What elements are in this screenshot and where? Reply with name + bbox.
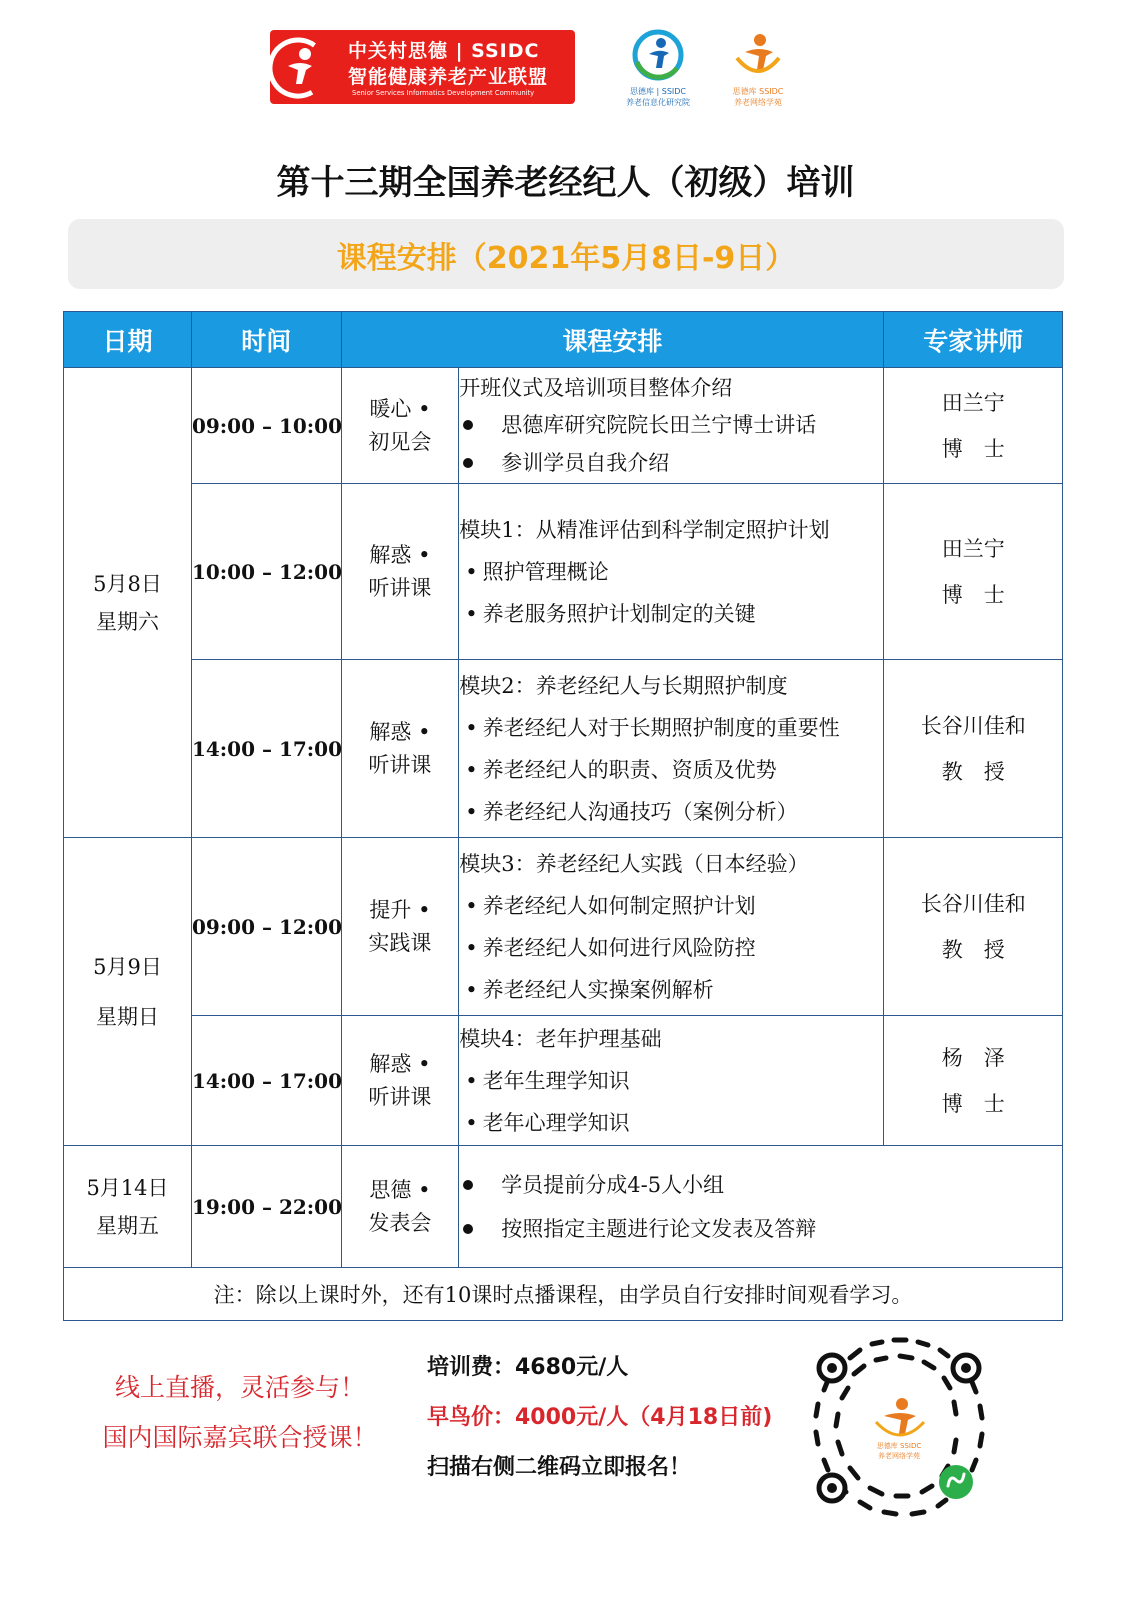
course-heading: 模块4：老年护理基础 [459, 1026, 662, 1051]
type-line2: 初见会 [368, 429, 432, 454]
type-line2: 发表会 [368, 1210, 432, 1235]
time-cell: 19:00 – 22:00 [191, 1146, 341, 1268]
course-item: • 照护管理概论 [459, 551, 883, 593]
type-line1: 解惑 • [369, 719, 431, 744]
note-text: 注：除以上课时外，还有10课时点播课程，由学员自行安排时间观看学习。 [64, 1268, 1063, 1321]
teacher-cell [884, 368, 1063, 484]
regular-fee: 培训费：4680元/人 [427, 1355, 629, 1380]
table-row [64, 838, 1063, 1016]
date-cell [64, 1146, 192, 1268]
promo-line-2: 国内国际嘉宾联合授课！ [102, 1423, 378, 1452]
date-text: 5月9日 [93, 954, 162, 979]
course-item-text: 参训学员自我介绍 [501, 450, 670, 475]
teacher-name: 长谷川佳和 [920, 891, 1026, 916]
promo-line-1: 线上直播，灵活参与！ [114, 1373, 365, 1402]
course-item: • 养老经纪人沟通技巧（案例分析） [459, 791, 883, 833]
teacher-title: 教 授 [941, 759, 1005, 784]
course-item [459, 444, 883, 482]
qr-center-line1: 思德库 SSIDC [876, 1442, 922, 1450]
course-item [459, 406, 883, 444]
type-line2: 听讲课 [368, 575, 432, 600]
teacher-title: 博 士 [941, 436, 1005, 461]
page-title: 第十三期全国养老经纪人（初级）培训 [276, 163, 855, 203]
course-cell [459, 484, 884, 660]
time-cell: 14:00 – 17:00 [191, 1016, 341, 1146]
course-item: • 养老经纪人对于长期照护制度的重要性 [459, 707, 883, 749]
qr-center-line2: 养老网络学苑 [878, 1452, 920, 1460]
course-heading: 模块3：养老经纪人实践（日本经验） [459, 851, 809, 876]
logo2-line2: 养老信息化研究院 [626, 98, 690, 107]
qr-code-icon [790, 1318, 1008, 1536]
course-item: • 养老经纪人如何进行风险防控 [459, 927, 883, 969]
header-teacher: 专家讲师 [884, 312, 1063, 368]
bullet-icon [463, 1224, 473, 1234]
course-item: • 养老服务照护计划制定的关键 [459, 593, 883, 635]
logo-main-line2: 智能健康养老产业联盟 [348, 66, 549, 88]
type-cell [341, 1146, 459, 1268]
date-text: 5月8日 [93, 571, 162, 596]
date-text: 5月14日 [86, 1175, 169, 1200]
scan-instruction: 扫描右侧二维码立即报名！ [427, 1455, 692, 1480]
logo3-line1: 思德库 SSIDC [732, 87, 784, 96]
bullet-icon [463, 420, 473, 430]
schedule-subtitle: 课程安排（2021年5月8日-9日） [336, 241, 796, 276]
table-row [64, 484, 1063, 660]
course-item [459, 1207, 1062, 1251]
bullet-icon [463, 458, 473, 468]
header-time: 时间 [191, 312, 341, 368]
course-item: • 老年心理学知识 [459, 1102, 883, 1144]
type-cell [341, 368, 459, 484]
weekday-text: 星期五 [95, 1213, 159, 1238]
table-row [64, 660, 1063, 838]
course-item: • 养老经纪人如何制定照护计划 [459, 885, 883, 927]
registration-qr-code[interactable] [790, 1318, 1008, 1536]
table-row [64, 368, 1063, 484]
logo2-line1: 思德库 | SSIDC [629, 87, 687, 96]
course-item [459, 1163, 1062, 1207]
teacher-title: 博 士 [941, 582, 1005, 607]
teacher-name: 长谷川佳和 [920, 713, 1026, 738]
type-line1: 解惑 • [369, 1051, 431, 1076]
teacher-cell [884, 660, 1063, 838]
teacher-name: 杨 泽 [941, 1045, 1005, 1070]
type-line1: 暖心 • [369, 396, 431, 421]
course-cell [459, 368, 884, 484]
table-row [64, 1016, 1063, 1146]
type-line1: 思德 • [369, 1177, 431, 1202]
type-line1: 提升 • [369, 897, 431, 922]
teacher-title: 博 士 [941, 1091, 1005, 1116]
weekday-text: 星期日 [95, 1004, 159, 1029]
course-item-text: 按照指定主题进行论文发表及答辩 [501, 1216, 817, 1241]
course-heading: 模块2：养老经纪人与长期照护制度 [459, 673, 788, 698]
course-heading: 开班仪式及培训项目整体介绍 [459, 375, 733, 400]
teacher-cell [884, 484, 1063, 660]
header-course: 课程安排 [341, 312, 884, 368]
logo-main-line1: 中关村思德 | SSIDC [348, 40, 540, 62]
globe-person-icon [631, 28, 685, 82]
course-cell [459, 1146, 1063, 1268]
teacher-title: 教 授 [941, 937, 1005, 962]
weekday-text: 星期六 [95, 609, 159, 634]
schedule-table [63, 311, 1063, 1321]
time-cell: 10:00 – 12:00 [191, 484, 341, 660]
research-institute-logo [618, 28, 698, 108]
subtitle-box [68, 219, 1064, 289]
course-item-text: 学员提前分成4-5人小组 [501, 1172, 725, 1197]
type-line1: 解惑 • [369, 542, 431, 567]
time-cell: 14:00 – 17:00 [191, 660, 341, 838]
bullet-icon [463, 1180, 473, 1190]
table-header-row [64, 312, 1063, 368]
type-line2: 听讲课 [368, 1084, 432, 1109]
teacher-name: 田兰宁 [941, 536, 1005, 561]
course-cell [459, 660, 884, 838]
course-item-text: 思德库研究院院长田兰宁博士讲话 [501, 412, 817, 437]
header-date: 日期 [64, 312, 192, 368]
logo3-line2: 养老网络学苑 [734, 98, 782, 107]
logo-main-english: Senior Services Informatics Development Community [352, 89, 535, 97]
course-item: • 养老经纪人实操案例解析 [459, 969, 883, 1011]
course-heading: 模块1：从精准评估到科学制定照护计划 [459, 517, 830, 542]
teacher-name: 田兰宁 [941, 390, 1005, 415]
type-cell [341, 660, 459, 838]
type-line2: 实践课 [368, 930, 432, 955]
type-cell [341, 484, 459, 660]
course-item: • 老年生理学知识 [459, 1060, 883, 1102]
date-cell [64, 368, 192, 838]
date-cell [64, 838, 192, 1146]
time-cell: 09:00 – 12:00 [191, 838, 341, 1016]
note-row [64, 1268, 1063, 1321]
course-cell [459, 838, 884, 1016]
time-cell: 09:00 – 10:00 [191, 368, 341, 484]
teacher-cell [884, 1016, 1063, 1146]
swirl-person-icon [270, 36, 330, 100]
table-row [64, 1146, 1063, 1268]
type-cell [341, 838, 459, 1016]
course-cell [459, 1016, 884, 1146]
type-line2: 听讲课 [368, 752, 432, 777]
orange-person-icon [731, 28, 785, 82]
online-academy-logo [716, 28, 800, 108]
type-cell [341, 1016, 459, 1146]
early-bird-fee: 早鸟价：4000元/人（4月18日前) [427, 1405, 773, 1430]
teacher-cell [884, 838, 1063, 1016]
course-item: • 养老经纪人的职责、资质及优势 [459, 749, 883, 791]
ssidc-main-logo [270, 30, 575, 104]
